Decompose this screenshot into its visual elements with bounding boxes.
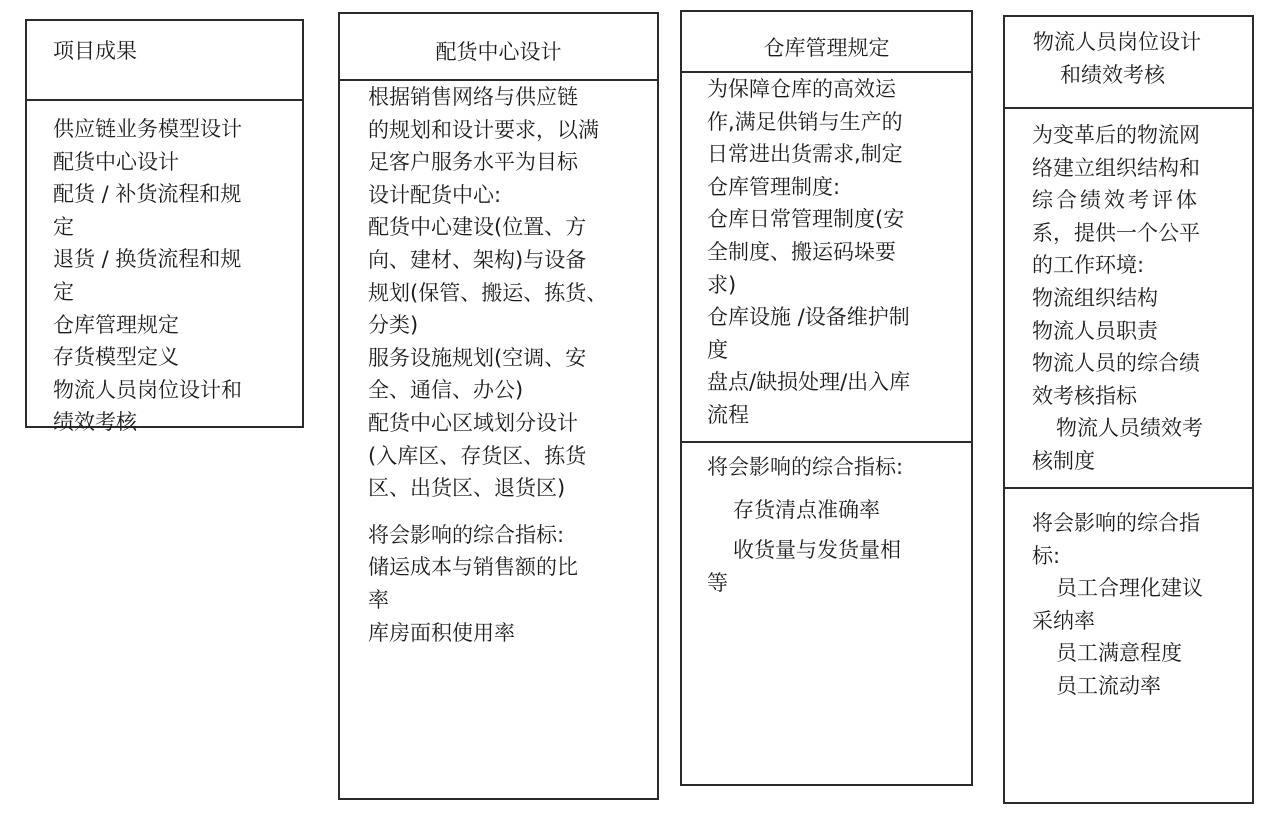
project-results-box [25, 19, 304, 435]
text-line: 分类) [368, 313, 419, 338]
spacer [707, 526, 971, 534]
text-line: 物流人员职责 [1032, 318, 1158, 343]
metric-item: 采纳率 [1032, 608, 1095, 633]
text-line: 仓库日常管理制度(安 [707, 207, 905, 232]
text-line: 为变革后的物流网 [1032, 123, 1200, 147]
distribution-center-header [340, 14, 657, 79]
text-line: 服务设施规划(空调、安 [368, 345, 587, 370]
metric-item: 率 [368, 587, 389, 612]
text-line: 配货中心建设(位置、方 [368, 215, 587, 240]
text-line: 度 [707, 337, 728, 362]
distribution-center-body [340, 79, 657, 798]
text-line: 物流人员的综合绩 [1032, 351, 1200, 376]
text-line: 物流人员绩效考 [1056, 416, 1203, 441]
text-line: 全制度、搬运码垛要 [707, 239, 896, 264]
distribution-center-title: 配货中心设计 [435, 40, 562, 64]
spacer [368, 505, 657, 519]
logistics-staff-header [1005, 17, 1252, 107]
warehouse-rules-box [680, 10, 973, 786]
metric-item: 员工流动率 [1056, 673, 1161, 698]
list-item: 定 [53, 279, 74, 304]
logistics-staff-box [1003, 15, 1254, 804]
project-results-list [27, 99, 302, 435]
text-line: 区、出货区、退货区) [368, 476, 566, 501]
logistics-staff-body [1005, 107, 1252, 487]
text-line: 设计配货中心: [368, 182, 502, 207]
text-line: 仓库设施 /设备维护制 [707, 305, 910, 330]
text-line: 效考核指标 [1032, 383, 1137, 408]
text-line: 足客户服务水平为目标 [368, 150, 578, 175]
project-results-header [27, 21, 302, 99]
warehouse-rules-header [682, 12, 971, 71]
text-line: 求) [707, 272, 737, 297]
list-item: 物流人员岗位设计和 [53, 377, 242, 402]
spacer [707, 484, 971, 494]
metrics-title: 标: [1032, 543, 1061, 568]
logistics-staff-metrics [1005, 487, 1252, 802]
warehouse-rules-title: 仓库管理规定 [763, 36, 890, 60]
metrics-title: 将会影响的综合指标: [368, 522, 565, 547]
text-line: 为保障仓库的高效运 [707, 77, 896, 101]
list-item: 配货 / 补货流程和规 [53, 182, 242, 207]
text-line: 作,满足供销与生产的 [707, 109, 903, 134]
text-line: 根据销售网络与供应链 [368, 85, 578, 109]
text-line: 盘点/缺损处理/出入库 [707, 370, 911, 395]
list-item: 退货 / 换货流程和规 [53, 247, 242, 272]
text-line: 日常进出货需求,制定 [707, 142, 903, 167]
text-line: 物流组织结构 [1032, 285, 1158, 310]
list-item: 定 [53, 214, 74, 239]
metric-item: 等 [707, 570, 728, 595]
text-line: 流程 [707, 402, 749, 427]
text-line: 的工作环境: [1032, 253, 1145, 278]
metric-item: 库房面积使用率 [368, 620, 515, 645]
text-line: 全、通信、办公) [368, 378, 524, 403]
text-line: 规划(保管、搬运、拣货、 [368, 280, 608, 305]
metric-item: 储运成本与销售额的比 [368, 555, 578, 580]
list-item: 供应链业务模型设计 [53, 117, 242, 141]
project-results-title: 项目成果 [53, 39, 137, 63]
text-line: 核制度 [1032, 448, 1095, 473]
metric-item: 收货量与发货量相 [733, 538, 901, 563]
logistics-staff-title-1: 物流人员岗位设计 [1033, 30, 1201, 54]
text-line: 络建立组织结构和 [1032, 155, 1200, 180]
metric-item: 存货清点准确率 [733, 497, 880, 522]
text-line: 向、建材、架构)与设备 [368, 247, 587, 272]
text-line: (入库区、存货区、拣货 [368, 443, 587, 468]
list-item: 绩效考核 [53, 410, 137, 435]
distribution-center-box [338, 12, 659, 800]
text-line: 仓库管理制度: [707, 174, 841, 199]
metrics-title: 将会影响的综合指 [1032, 511, 1200, 535]
text-line: 的规划和设计要求，以满 [368, 117, 599, 142]
logistics-staff-title-2: 和绩效考核 [1060, 62, 1165, 87]
text-line: 配货中心区域划分设计 [368, 410, 578, 435]
list-item: 存货模型定义 [53, 345, 179, 370]
metric-item: 员工满意程度 [1056, 641, 1182, 666]
text-line: 综合绩效考评体 [1032, 188, 1200, 213]
metric-item: 员工合理化建议 [1056, 576, 1203, 601]
list-item: 配货中心设计 [53, 149, 179, 174]
warehouse-metrics [682, 441, 971, 784]
list-item: 仓库管理规定 [53, 312, 179, 337]
metrics-title: 将会影响的综合指标: [707, 455, 904, 479]
text-line: 系，提供一个公平 [1032, 220, 1200, 245]
warehouse-rules-body [682, 71, 971, 441]
